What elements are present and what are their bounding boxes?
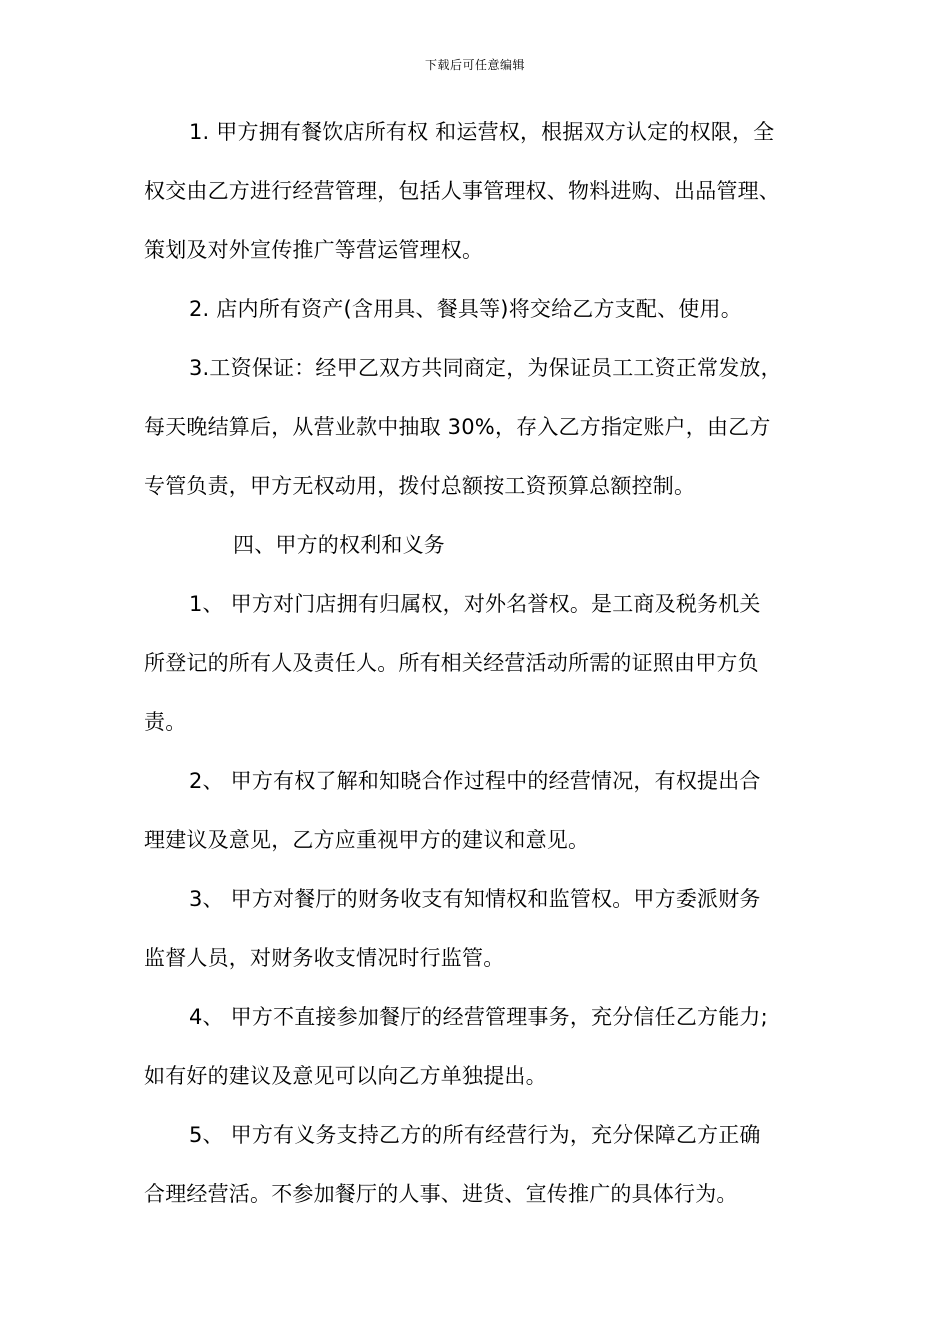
paragraph-3-line-2: 每天晚结算后，从营业款中抽取 30%，存入乙方指定账户，由乙方 [144, 415, 771, 439]
paragraph-2-line-1: 2. 店内所有资产(含用具、餐具等)将交给乙方支配、使用。 [189, 297, 742, 321]
item-3-line-2: 监督人员，对财务收支情况时行监管。 [144, 946, 505, 970]
item-1-line-3: 责。 [144, 710, 187, 734]
paragraph-1-line-2: 权交由乙方进行经营管理，包括人事管理权、物料进购、出品管理、 [144, 179, 780, 203]
item-5-line-2: 合理经营活。不参加餐厅的人事、进货、宣传推广的具体行为。 [144, 1182, 738, 1206]
item-4-line-1: 4、 甲方不直接参加餐厅的经营管理事务，充分信任乙方能力; [189, 1005, 768, 1029]
page-header: 下载后可任意编辑 [424, 58, 525, 72]
item-3-line-1: 3、 甲方对餐厅的财务收支有知情权和监管权。甲方委派财务 [189, 887, 761, 911]
item-5-line-1: 5、 甲方有义务支持乙方的所有经营行为，充分保障乙方正确 [189, 1123, 761, 1147]
paragraph-3-line-3: 专管负责，甲方无权动用，拨付总额按工资预算总额控制。 [144, 474, 696, 498]
item-2-line-1: 2、 甲方有权了解和知晓合作过程中的经营情况，有权提出合 [189, 769, 761, 793]
item-4-line-2: 如有好的建议及意见可以向乙方单独提出。 [144, 1064, 547, 1088]
item-1-line-2: 所登记的所有人及责任人。所有相关经营活动所需的证照由甲方负 [144, 651, 759, 675]
section-heading: 四、甲方的权利和义务 [233, 533, 445, 557]
paragraph-3-line-1: 3.工资保证：经甲乙双方共同商定，为保证员工工资正常发放， [189, 356, 782, 380]
paragraph-1-line-3: 策划及对外宣传推广等营运管理权。 [144, 238, 484, 262]
document-body [144, 111, 810, 1232]
item-1-line-1: 1、 甲方对门店拥有归属权，对外名誉权。是工商及税务机关 [189, 592, 761, 616]
item-2-line-2: 理建议及意见，乙方应重视甲方的建议和意见。 [144, 828, 590, 852]
paragraph-1-line-1: 1. 甲方拥有餐饮店所有权 和运营权，根据双方认定的权限，全 [189, 120, 775, 144]
